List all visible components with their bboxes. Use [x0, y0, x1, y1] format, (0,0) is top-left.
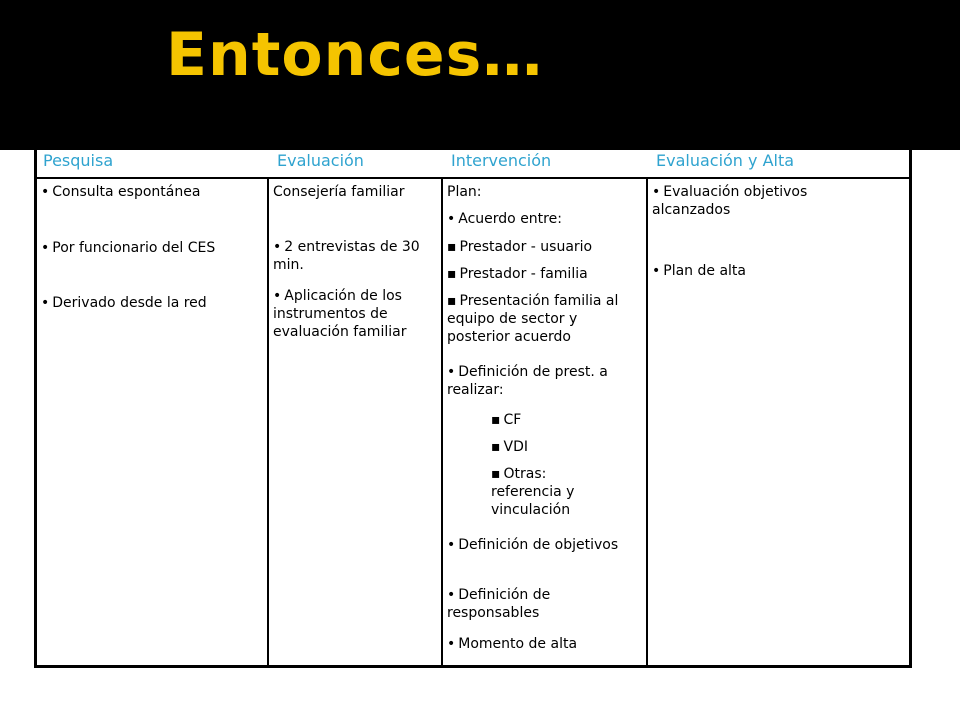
cell-evaluacion: [269, 183, 441, 643]
list-item: ▪ Prestador - usuario: [447, 238, 592, 256]
list-item: • Momento de alta: [447, 635, 577, 653]
header-evaluacion-alta: Evaluación y Alta: [656, 151, 795, 170]
list-item: • Aplicación de los instrumentos de evaluación familiar: [273, 287, 435, 341]
plan-table: [34, 150, 912, 668]
list-item: • Por funcionario del CES: [41, 239, 215, 257]
table-header-row: [37, 150, 909, 179]
list-item: • Plan de alta: [652, 262, 746, 280]
list-item: • Definición de prest. a realizar:: [447, 363, 635, 399]
list-item: • Derivado desde la red: [41, 294, 207, 312]
list-item: • Consulta espontánea: [41, 183, 200, 201]
list-item: ▪ Presentación familia al equipo de sector y posterior acuerdo: [447, 292, 637, 346]
header-evaluacion: Evaluación: [277, 151, 364, 170]
list-item: • 2 entrevistas de 30 min.: [273, 238, 423, 274]
header-intervencion: Intervención: [451, 151, 552, 170]
title-bar: [0, 0, 960, 150]
cell-intervencion: [443, 183, 646, 653]
cell-pesquisa: [37, 183, 265, 643]
cell-evaluacion-alta: [648, 183, 909, 643]
list-item: • Definición de objetivos: [447, 536, 627, 554]
list-item: ▪ Otras: referencia y vinculación: [491, 465, 621, 519]
header-pesquisa: Pesquisa: [43, 151, 114, 170]
list-item: ▪ VDI: [491, 438, 528, 456]
list-item: Plan:: [447, 184, 482, 200]
list-item: • Evaluación objetivos alcanzados: [652, 183, 882, 219]
slide-title: Entonces…: [166, 20, 544, 90]
list-item: Consejería familiar: [273, 184, 405, 200]
list-item: ▪ Prestador - familia: [447, 265, 588, 283]
list-item: • Acuerdo entre:: [447, 210, 562, 228]
list-item: ▪ CF: [491, 411, 521, 429]
list-item: • Definición de responsables: [447, 586, 627, 622]
